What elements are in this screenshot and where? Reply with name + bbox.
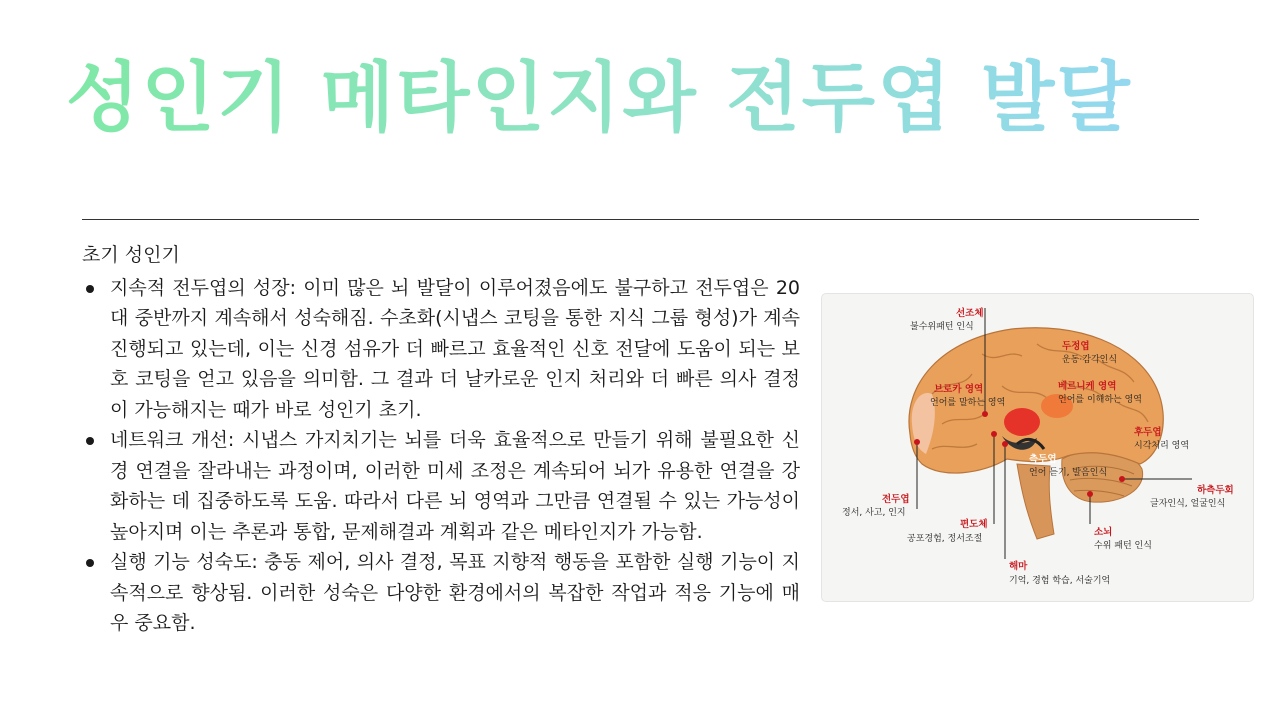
label-broca-title: 브로카 영역 bbox=[934, 384, 984, 395]
brain-diagram bbox=[821, 293, 1254, 602]
bullet-text: 지속적 전두엽의 성장: 이미 많은 뇌 발달이 이루어졌음에도 불구하고 전두엽은 20대 중반까지 계속해서 성숙해짐. 수초화(시냅스 코팅을 통한 지식 그룹 형성)가 계속 진행되고 있는데, 이는 신경 섬유가 더 빠르고 효율적인 신호 전달에 도움이 되는 보호 코팅을 얻고 있음을 의미함. 그 결과 더 날카로운 인지 처리와 더 빠른 의사 결정이 가능해지는 때가 바로 성인기 초기. bbox=[110, 276, 800, 421]
label-prefrontal-desc: 불수위패턴 인식 bbox=[910, 322, 974, 332]
label-wernicke-title: 베르니케 영역 bbox=[1058, 381, 1117, 392]
section-heading: 초기 성인기 bbox=[82, 244, 180, 266]
label-wernicke-desc: 언어를 이해하는 영역 bbox=[1058, 395, 1142, 405]
label-occipital-title: 후두엽 bbox=[1134, 427, 1162, 438]
bullet-item bbox=[82, 425, 800, 547]
label-amygdala-desc: 공포경험, 정서조절 bbox=[907, 534, 983, 544]
label-hippocampus-desc: 기억, 경험 학습, 서술기억 bbox=[1009, 576, 1111, 586]
title-divider bbox=[82, 219, 1199, 220]
slide-title: 성인기 메타인지와 전두엽 발달 bbox=[66, 53, 1132, 142]
label-occipital-desc: 시각처리 영역 bbox=[1134, 441, 1190, 451]
label-frontal-title: 전두엽 bbox=[882, 494, 910, 505]
label-inferior-temporal-title: 하측두회 bbox=[1197, 485, 1234, 496]
bullet-text: 실행 기능 성숙도: 충동 제어, 의사 결정, 목표 지향적 행동을 포함한 실행 기능이 지속적으로 향상됨. 이러한 성숙은 다양한 환경에서의 복잡한 작업과 적응 기능에 매우 중요함. bbox=[110, 551, 800, 634]
bullet-dot-icon bbox=[86, 559, 94, 567]
bullet-dot-icon bbox=[86, 437, 94, 445]
label-frontal-desc: 정서, 사고, 인지 bbox=[842, 508, 906, 518]
body-text bbox=[82, 240, 800, 639]
label-parietal-desc: 운동·감각인식 bbox=[1062, 355, 1118, 365]
bullet-dot-icon bbox=[86, 285, 94, 293]
label-temporal-desc: 언어 듣기, 발음인식 bbox=[1029, 468, 1108, 478]
bullet-text: 네트워크 개선: 시냅스 가지치기는 뇌를 더욱 효율적으로 만들기 위해 불필요한 신경 연결을 잘라내는 과정이며, 이러한 미세 조정은 계속되어 뇌가 유용한 연결을 강화하는 데 집중하도록 도움. 따라서 다른 뇌 영역과 그만큼 연결될 수 있는 가능성이 높아지며 이는 추론과 통합, 문제해결과 계획과 같은 메타인지가 가능함. bbox=[110, 429, 800, 543]
label-cerebellum-desc: 수위 패턴 인식 bbox=[1094, 541, 1152, 551]
label-hippocampus-title: 해마 bbox=[1009, 561, 1028, 572]
bullet-list bbox=[82, 273, 800, 639]
label-amygdala-title: 편도체 bbox=[960, 519, 988, 530]
label-temporal-title: 측두엽 bbox=[1029, 454, 1057, 465]
label-broca-desc: 언어를 말하는 영역 bbox=[930, 398, 1006, 408]
brain-illustration bbox=[822, 294, 1253, 601]
label-cerebellum-title: 소뇌 bbox=[1094, 527, 1113, 538]
bullet-item bbox=[82, 273, 800, 426]
label-prefrontal-title: 선조체 bbox=[956, 308, 984, 319]
bullet-item bbox=[82, 547, 800, 639]
label-inferior-temporal-desc: 글자인식, 얼굴인식 bbox=[1150, 499, 1226, 509]
label-parietal-title: 두정엽 bbox=[1062, 341, 1090, 352]
